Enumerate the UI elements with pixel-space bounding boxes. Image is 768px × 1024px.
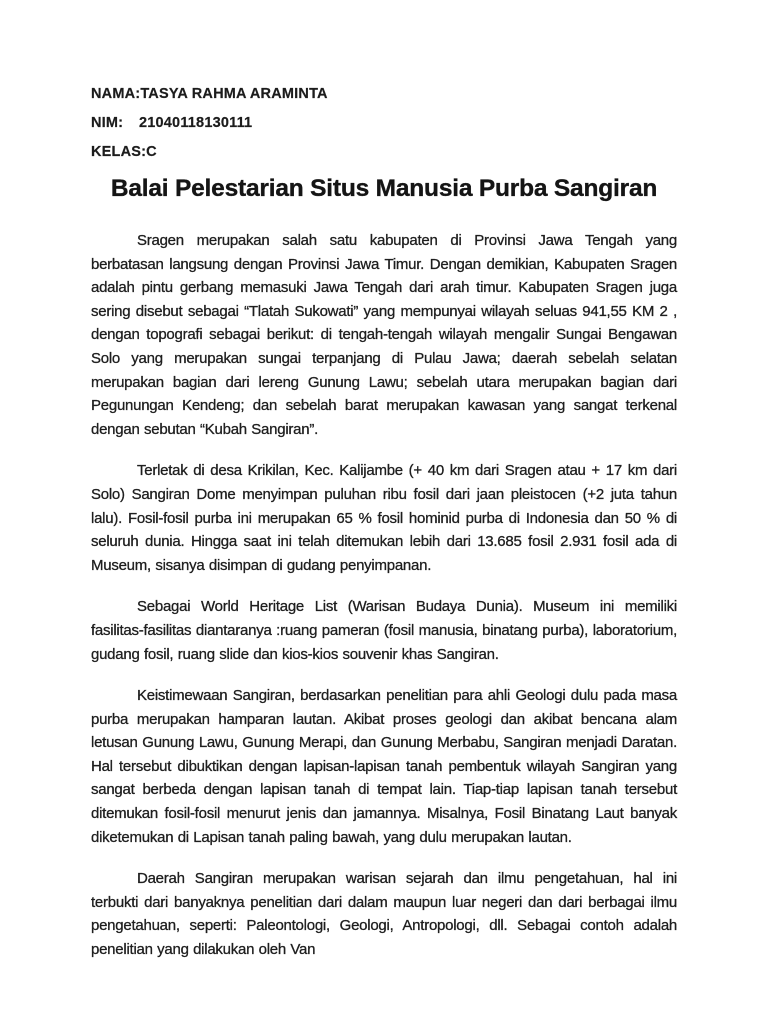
document-title: Balai Pelestarian Situs Manusia Purba Sangiran	[110, 175, 658, 202]
nim-value: 21040118130111	[139, 115, 253, 131]
name-value: TASYA RAHMA ARAMINTA	[140, 86, 328, 102]
nim-label: NIM:	[91, 115, 124, 131]
class-value: C	[146, 144, 157, 160]
student-class-row	[91, 145, 677, 160]
document-body	[91, 229, 677, 962]
document-content	[91, 87, 677, 980]
student-name-row	[91, 87, 677, 102]
paragraph-location-fossils: Terletak di desa Krikilan, Kec. Kalijambe (+ 40 km dari Sragen atau + 17 km dari Solo) Sangiran Dome menyimpan puluhan ribu fosil dari jaan pleistocen (+2 juta tahun lalu). Fosil-fosil purba ini merupakan 65 % fosil hominid purba di Indonesia dan 50 % di seluruh dunia. Hingga saat ini telah ditemukan lebih dari 13.685 fosil 2.931 fosil ada di Museum, sisanya disimpan di gudang penyimpanan.	[91, 462, 677, 574]
student-info	[91, 87, 677, 160]
paragraph-research-heritage: Daerah Sangiran merupakan warisan sejarah dan ilmu pengetahuan, hal ini terbukti dari banyaknya penelitian dari dalam maupun luar negeri dan dari berbagai ilmu pengetahuan, seperti: Paleontologi, Geologi, Antropologi, dll. Sebagai contoh adalah penelitian yang dilakukan oleh Van	[91, 870, 677, 959]
student-nim-row	[91, 116, 677, 131]
paragraph-sragen-intro: Sragen merupakan salah satu kabupaten di Provinsi Jawa Tengah yang berbatasan langsung dengan Provinsi Jawa Timur. Dengan demikian, Kabupaten Sragen adalah pintu gerbang memasuki Jawa Tengah dari arah timur. Kabupaten Sragen juga sering disebut sebagai “Tlatah Sukowati” yang mempunyai wilayah seluas 941,55 KM 2 , dengan topografi sebagai berikut: di tengah-tengah wilayah mengalir Sungai Bengawan Solo yang merupakan sungai terpanjang di Pulau Jawa; daerah sebelah selatan merupakan bagian dari lereng Gunung Lawu; sebelah utara merupakan bagian dari Pegunungan Kendeng; dan sebelah barat merupakan kawasan yang sangat terkenal dengan sebutan “Kubah Sangiran”.	[91, 232, 677, 438]
paragraph-geology: Keistimewaan Sangiran, berdasarkan penelitian para ahli Geologi dulu pada masa purba merupakan hamparan lautan. Akibat proses geologi dan akibat bencana alam letusan Gunung Lawu, Gunung Merapi, dan Gunung Merbabu, Sangiran menjadi Daratan. Hal tersebut dibuktikan dengan lapisan-lapisan tanah pembentuk wilayah Sangiran yang sangat berbeda dengan lapisan tanah di tempat lain. Tiap-tiap lapisan tanah tersebut ditemukan fosil-fosil menurut jenis dan jamannya. Misalnya, Fosil Binatang Laut banyak diketemukan di Lapisan tanah paling bawah, yang dulu merupakan lautan.	[91, 687, 677, 846]
class-label: KELAS:	[91, 144, 147, 160]
name-label: NAMA:	[91, 86, 141, 102]
paragraph-world-heritage: Sebagai World Heritage List (Warisan Budaya Dunia). Museum ini memiliki fasilitas-fasilitas diantaranya :ruang pameran (fosil manusia, binatang purba), laboratorium, gudang fosil, ruang slide dan kios-kios souvenir khas Sangiran.	[91, 598, 677, 663]
